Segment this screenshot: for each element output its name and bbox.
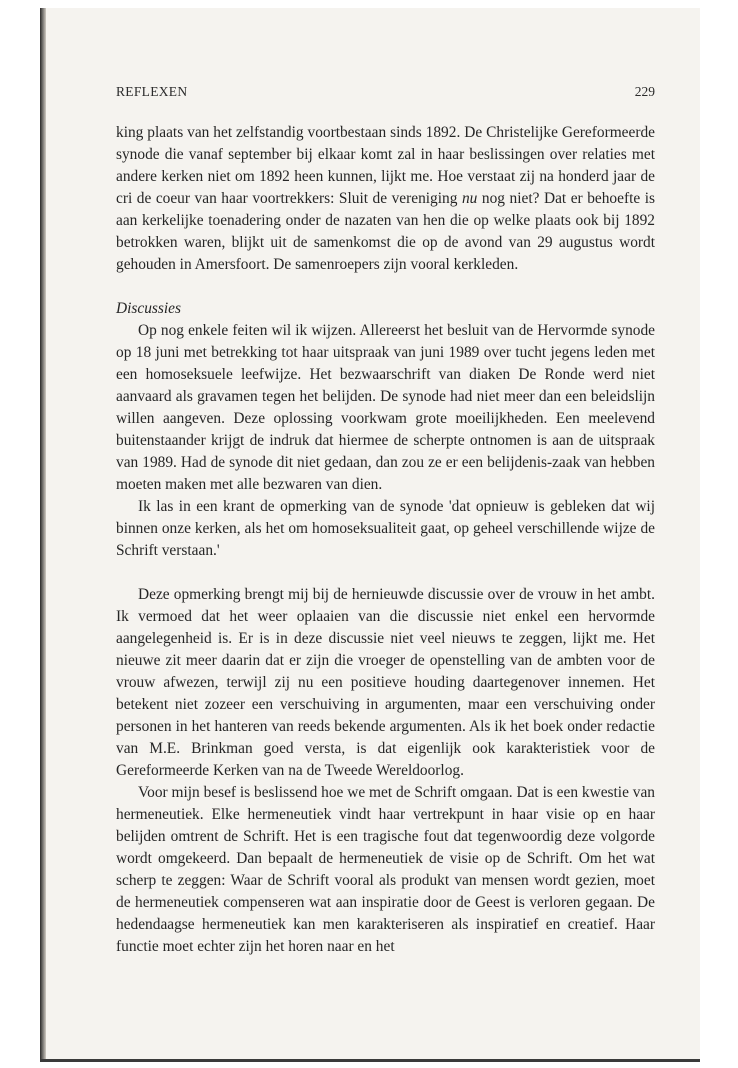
page-bottom-edge <box>40 1059 700 1062</box>
paragraph-5: Voor mijn besef is beslissend hoe we met de Schrift omgaan. Dat is een kwestie van hermeneutiek. Elke hermeneutiek vindt haar vertrekpunt in haar visie op en haar belijden omtrent de Schrift. Het is een tragische fout dat tegenwoordig deze volgorde wordt omgekeerd. Dan bepaalt de hermeneutiek de visie op de Schrift. Om het wat scherp te zeggen: Waar de Schrift vooral als produkt van mensen wordt gezien, moet de hermeneutiek compenseren wat aan inspiratie door de Geest is verloren gegaan. De hedendaagse hermeneutiek kan men karakteriseren als inspiratief en creatief. Haar functie moet echter zijn het horen naar en het <box>116 784 655 955</box>
paragraph-3: Ik las in een krant de opmerking van de synode 'dat opnieuw is gebleken dat wij binnen onze kerken, als het om homoseksualiteit gaat, op geheel verschillende wijze de Schrift verstaan.' <box>116 498 655 559</box>
paragraph-1-end: nog niet? Dat er behoefte is aan kerkelijke toenadering onder de nazaten van hen die op welke plaats ook bij 1892 betrokken waren, blijkt uit de samenkomst die op de avond van 29 augustus wordt gehouden in Amersfoort. De samenroepers zijn vooral kerkleden. <box>116 190 655 273</box>
paragraph-4: Deze opmerking brengt mij bij de hernieuwde discussie over de vrouw in het ambt. Ik vermoed dat het weer oplaaien van die discussie niet enkel een hervormde aangelegenheid is. Er is in deze discussie niet veel nieuws te zeggen, lijkt me. Het nieuwe zit meer daarin dat er zijn die vroeger de openstelling van de ambten voor de vrouw afwezen, terwijl zij nu een positieve houding daartegenover innemen. Het betekent niet zozeer een verschuiving in argumenten, maar een verschuiving onder personen in het hanteren van reeds bekende argumenten. Als ik het boek onder redactie van M.E. Brinkman goed versta, is dat eigenlijk ook karakteristiek voor de Gereformeerde Kerken van na de Tweede Wereldoorlog. <box>116 586 655 779</box>
body-text <box>116 122 655 958</box>
paragraph-1-emphasis: nu <box>461 190 478 207</box>
book-spine-shadow <box>40 8 46 1062</box>
section-heading: Discussies <box>116 300 181 317</box>
book-page <box>40 8 700 1062</box>
paragraph-spacer <box>116 562 655 584</box>
running-header <box>116 84 655 104</box>
paragraph-2: Op nog enkele feiten wil ik wijzen. Allereerst het besluit van de Hervormde synode op 18 juni met betrekking tot haar uitspraak van juni 1989 over tucht jegens leden met een homoseksuele leefwijze. Het bezwaarschrift van diaken De Ronde werd niet aanvaard als gravamen tegen het belijden. De synode had niet meer dan een beleidslijn willen aangeven. Deze oplossing voorkwam grote moeilijkheden. Een meelevend buitenstaander krijgt de indruk dat hiermee de scherpte ontnomen is aan de uitspraak van 1989. Had de synode dit niet gedaan, dan zou ze er een belijdenis-zaak van hebben moeten maken met alle bezwaren van dien. <box>116 322 655 493</box>
running-title: REFLEXEN <box>116 84 188 99</box>
paragraph-1-text: king plaats van het zelfstandig voortbestaan sinds 1892. De Christelijke Gereformeerde synode die vanaf september bij elkaar komt zal in haar beslissingen over relaties met andere kerken niet om 1892 heen kunnen, lijkt me. Hoe verstaat zij na honderd jaar de cri de coeur van haar voortrekkers: Sluit de vereniging <box>116 124 655 207</box>
paragraph-1 <box>116 122 655 276</box>
page-number: 229 <box>634 84 655 99</box>
